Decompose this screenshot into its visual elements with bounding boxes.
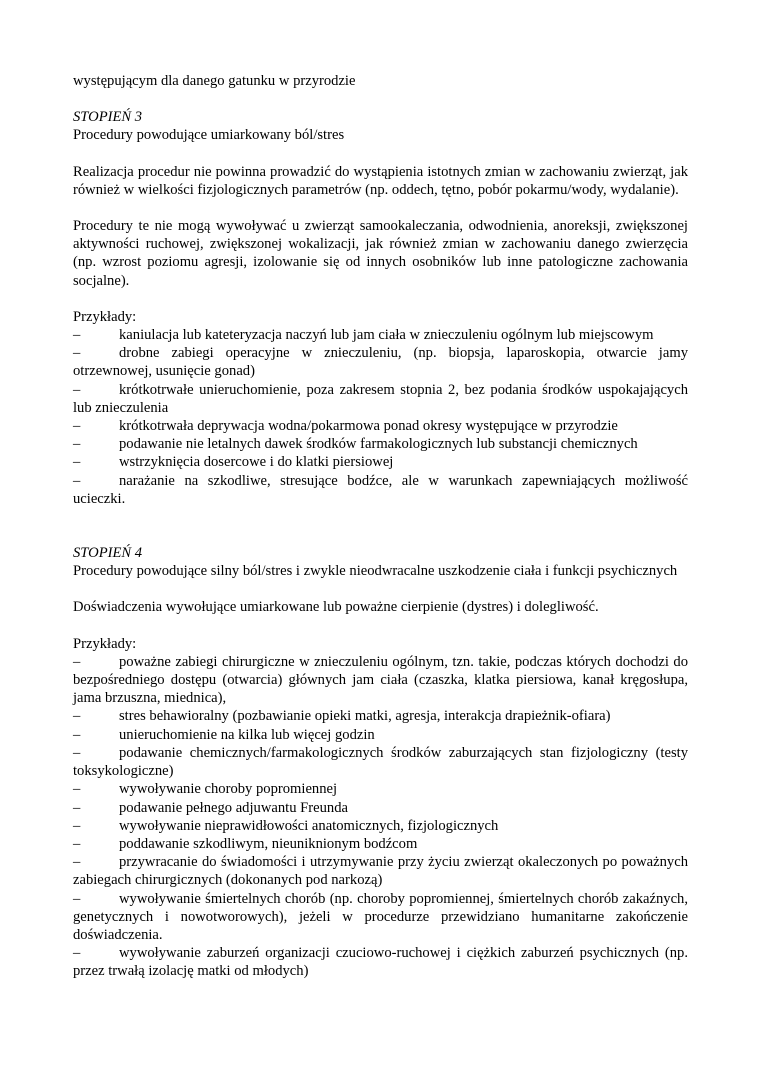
list-item: – przywracanie do świadomości i utrzymywanie przy życiu zwierząt okaleczonych po poważnych zabiegach chirurgicznych (dokonanych pod narkozą) — [73, 854, 688, 889]
stage4-example-list — [73, 653, 688, 981]
dash-bullet: – — [73, 436, 81, 453]
stage3-paragraph-2: Procedury te nie mogą wywoływać u zwierząt samookaleczania, odwodnienia, anoreksji, zwiększonej aktywności ruchowej, zwiększonej wokalizacji, jak również zmian w zachowaniu danego zwierzęcia (np. wzrost poziomu agresji, izolowanie się od innych osobników lub inne patologiczne zachowania socjalne). — [73, 218, 688, 289]
dash-bullet: – — [73, 454, 81, 471]
dash-bullet: – — [73, 345, 81, 362]
stage3-heading: STOPIEŃ 3 — [73, 109, 143, 126]
dash-bullet: – — [73, 708, 81, 725]
dash-bullet: – — [73, 381, 81, 398]
list-item: – wywoływanie śmiertelnych chorób (np. choroby popromiennej, śmiertelnych chorób zakaźnych, genetycznych i nowotworowych), jeżeli w procedurze przewidziano humanitarne zakończenie doświadczenia. — [73, 890, 688, 943]
dash-bullet: – — [73, 327, 81, 344]
list-item: – podawanie nie letalnych dawek środków farmakologicznych lub substancji chemicznych — [73, 436, 638, 453]
list-item: – kaniulacja lub kateteryzacja naczyń lub jam ciała w znieczuleniu ogólnym lub miejscowym — [73, 327, 654, 344]
list-item: – poddawanie szkodliwym, nieuniknionym bodźcom — [73, 835, 418, 852]
stage4-paragraph-1: Doświadczenia wywołujące umiarkowane lub poważne cierpienie (dystres) i dolegliwość. — [73, 599, 599, 616]
dash-bullet: – — [73, 726, 81, 743]
intro-line: występującym dla danego gatunku w przyrodzie — [73, 73, 356, 89]
list-item: – wywoływanie nieprawidłowości anatomicznych, fizjologicznych — [73, 817, 499, 834]
list-item: – unieruchomienie na kilka lub więcej godzin — [73, 726, 375, 743]
list-item: – drobne zabiegi operacyjne w znieczuleniu, (np. biopsja, laparoskopia, otwarcie jamy otrzewnowej, usunięcie gonad) — [73, 345, 688, 380]
stage3-paragraph-1: Realizacja procedur nie powinna prowadzić do wystąpienia istotnych zmian w zachowaniu zwierząt, jak również w wielkości fizjologicznych parametrów (np. oddech, tętno, pobór pokarmu/wody, wydalanie). — [73, 163, 688, 198]
stage4-examples-label: Przykłady: — [73, 635, 137, 652]
stage3-examples-label: Przykłady: — [73, 308, 137, 325]
list-item: – podawanie pełnego adjuwantu Freunda — [73, 799, 348, 816]
dash-bullet: – — [73, 744, 81, 761]
list-item: – poważne zabiegi chirurgiczne w znieczuleniu ogólnym, tzn. takie, podczas których dochodzi do bezpośredniego dostępu (otwarcia) głównych jam ciała (czaszka, klatka piersiowa, kanał kręgosłupa, jama brzuszna, miednica), — [73, 653, 688, 707]
dash-bullet: – — [73, 653, 81, 670]
stage4-heading: STOPIEŃ 4 — [73, 545, 143, 562]
list-item: – wstrzyknięcia dosercowe i do klatki piersiowej — [73, 454, 394, 471]
dash-bullet: – — [73, 835, 81, 852]
dash-bullet: – — [73, 854, 81, 871]
list-item: – krótkotrwałe unieruchomienie, poza zakresem stopnia 2, bez podania środków uspokajających lub znieczulenia — [73, 381, 688, 416]
list-item: – krótkotrwała deprywacja wodna/pokarmowa ponad okresy występujące w przyrodzie — [73, 418, 618, 435]
dash-bullet: – — [73, 817, 81, 834]
stage3-example-list — [73, 326, 688, 508]
dash-bullet: – — [73, 418, 81, 435]
stage4-subtitle: Procedury powodujące silny ból/stres i zwykle nieodwracalne uszkodzenie ciała i funkcji psychicznych — [73, 563, 678, 580]
stage3-subtitle: Procedury powodujące umiarkowany ból/stres — [73, 127, 345, 144]
list-item: – stres behawioralny (pozbawianie opieki matki, agresja, interakcja drapieżnik-ofiara) — [73, 708, 611, 725]
list-item: – narażanie na szkodliwe, stresujące bodźce, ale w warunkach zapewniających możliwość ucieczki. — [73, 472, 688, 507]
document-page — [73, 72, 688, 981]
list-item: – wywoływanie zaburzeń organizacji czuciowo-ruchowej i ciężkich zaburzeń psychicznych (np. przez trwałą izolację matki od młodych) — [73, 945, 688, 980]
dash-bullet: – — [73, 799, 81, 816]
dash-bullet: – — [73, 472, 81, 489]
dash-bullet: – — [73, 890, 81, 907]
list-item: – podawanie chemicznych/farmakologicznych środków zaburzających stan fizjologiczny (testy toksykologiczne) — [73, 744, 688, 780]
dash-bullet: – — [73, 945, 81, 962]
dash-bullet: – — [73, 781, 81, 798]
list-item: – wywoływanie choroby popromiennej — [73, 781, 338, 798]
